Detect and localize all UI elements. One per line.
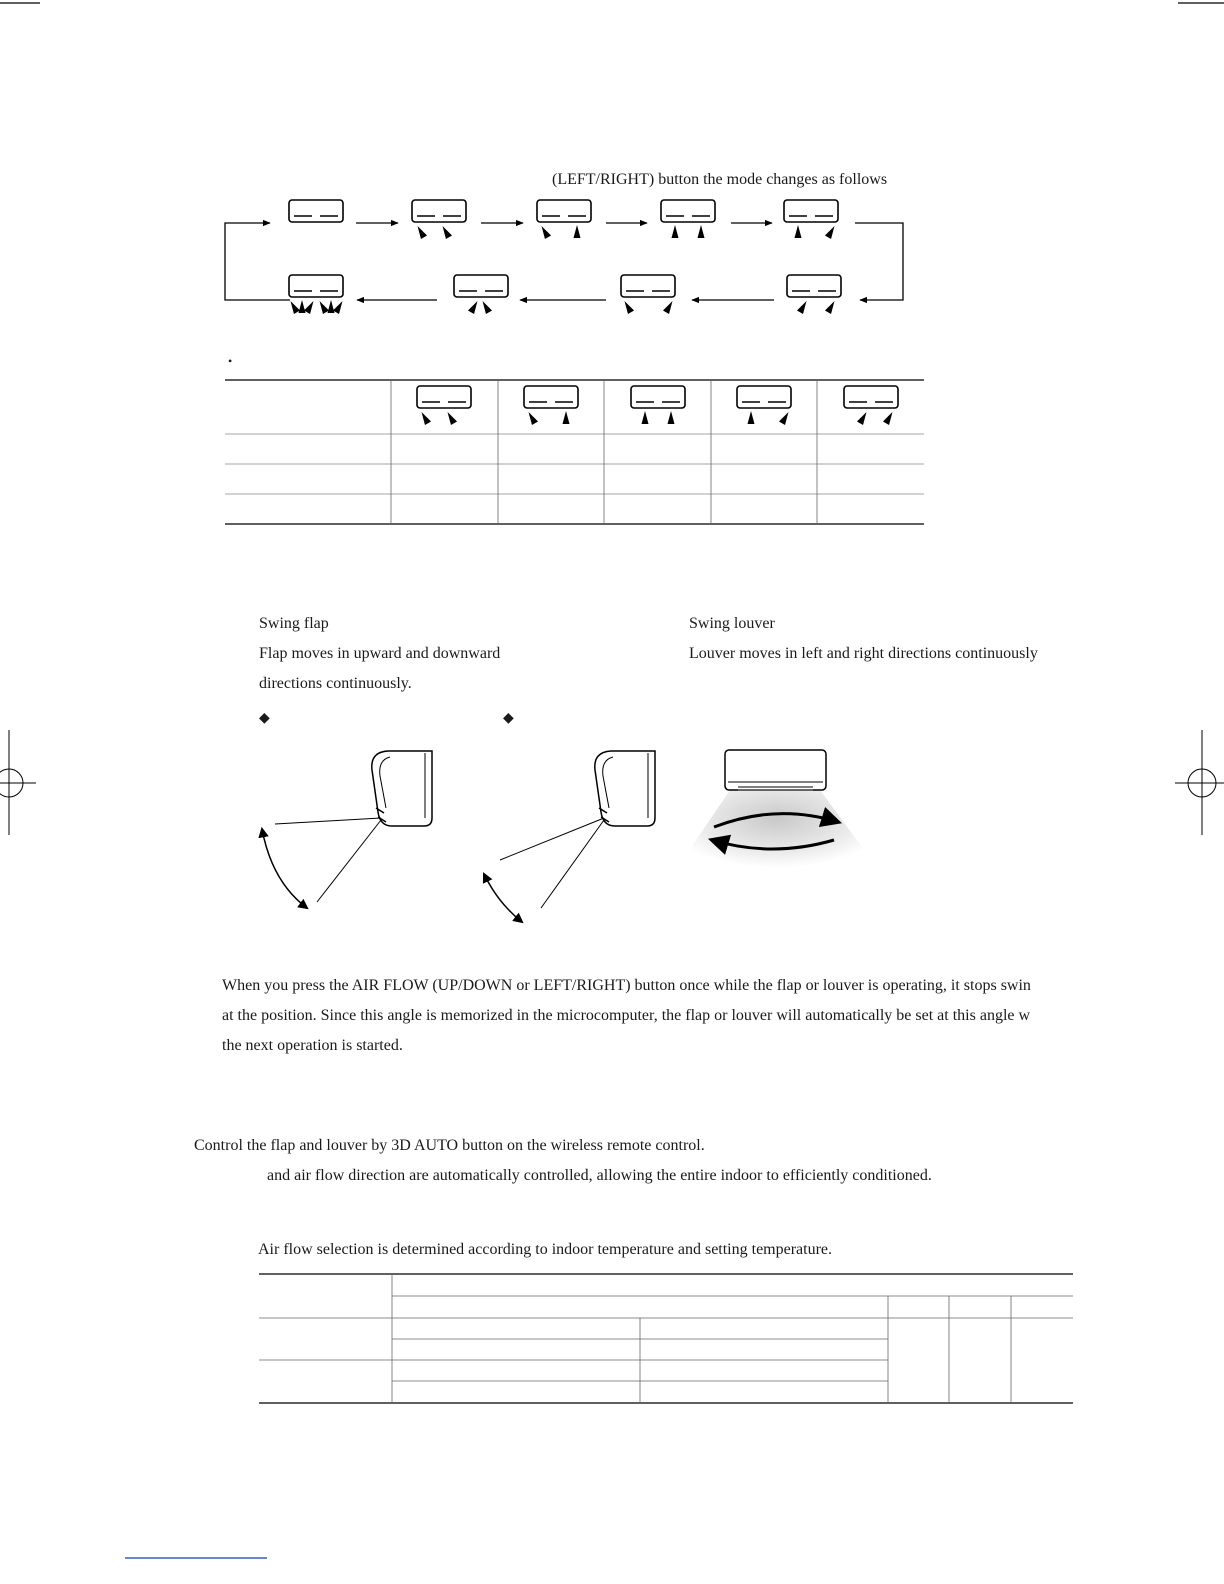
mode-sequence-heading: (LEFT/RIGHT) button the mode changes as follows bbox=[552, 171, 888, 188]
swing-flap-desc-line1: Flap moves in upward and downward bbox=[259, 645, 501, 662]
swing-louver-desc: Louver moves in left and right directions continuously bbox=[689, 645, 1038, 662]
memo-paragraph-line2: at the position. Since this angle is memorized in the microcomputer, the flap or louver will automatically be set at this angle w bbox=[222, 1007, 1031, 1024]
memo-paragraph-line3: the next operation is started. bbox=[222, 1037, 403, 1054]
memo-paragraph-line1: When you press the AIR FLOW (UP/DOWN or LEFT/RIGHT) button once while the flap or louver is operating, it stops swin bbox=[222, 977, 1031, 994]
table-note-marker: • bbox=[228, 354, 233, 368]
bullet-diamond-2: ◆ bbox=[503, 711, 514, 726]
swing-louver-title: Swing louver bbox=[689, 615, 775, 632]
bullet-diamond-1: ◆ bbox=[259, 711, 270, 726]
auto-3d-line1: Control the flap and louver by 3D AUTO button on the wireless remote control. bbox=[194, 1137, 705, 1154]
air-flow-selection-text: Air flow selection is determined according to indoor temperature and setting temperature. bbox=[258, 1241, 833, 1258]
auto-3d-line2: and air flow direction are automatically controlled, allowing the entire indoor to efficiently conditioned. bbox=[267, 1167, 932, 1184]
swing-flap-title: Swing flap bbox=[259, 615, 329, 632]
swing-flap-desc-line2: directions continuously. bbox=[259, 675, 412, 692]
